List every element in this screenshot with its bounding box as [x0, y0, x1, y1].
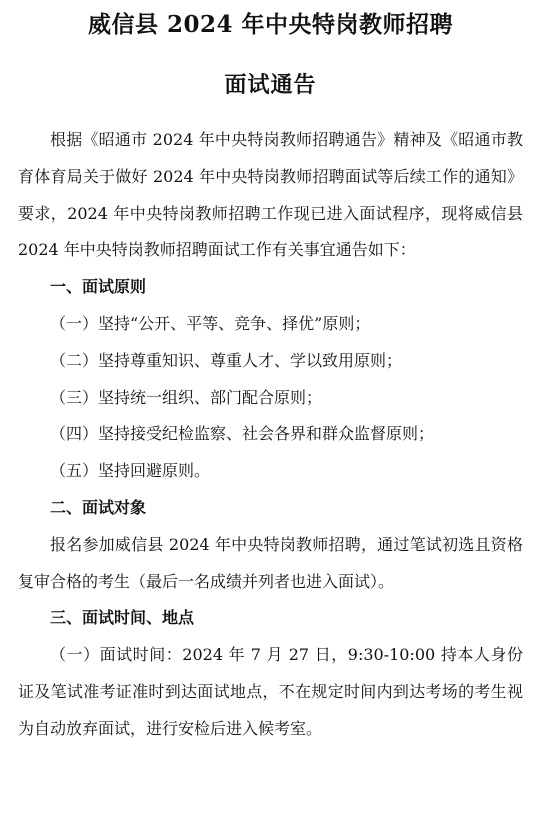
time-place-paragraph: （一）面试时间：2024 年 7 月 27 日，9:30-10:00 持本人身份证及笔试准考证准时到达面试地点，不在规定时间内到达考场的考生视为自动放弃面试，进行安检后进入候考室。: [18, 645, 523, 738]
candidates-paragraph: 报名参加威信县 2024 年中央特岗教师招聘，通过笔试初选且资格复审合格的考生（最后一名成绩并列者也进入面试）。: [18, 534, 523, 591]
section-heading-candidates: 二、面试对象: [50, 497, 147, 517]
principle-item: （五）坚持回避原则。: [50, 461, 211, 481]
principle-item: （二）坚持尊重知识、尊重人才、学以致用原则；: [50, 350, 403, 370]
principle-item: （三）坚持统一组织、部门配合原则；: [50, 387, 323, 407]
intro-paragraph: 根据《昭通市 2024 年中央特岗教师招聘通告》精神及《昭通市教育体育局关于做好 2024 年中央特岗教师招聘面试等后续工作的通知》要求，2024 年中央特岗教师招聘工作现已进入面试程序，现将威信县 2024 年中央特岗教师招聘面试工作有关事宜通告如下：: [18, 130, 523, 260]
principle-item: （一）坚持“公开、平等、竞争、择优”原则；: [50, 313, 371, 333]
document-subtitle: 面试通告: [224, 72, 317, 98]
section-heading-time-place: 三、面试时间、地点: [50, 608, 195, 628]
section-heading-principles: 一、面试原则: [50, 277, 147, 297]
principle-item: （四）坚持接受纪检监察、社会各界和群众监督原则；: [50, 424, 435, 444]
document-title: 威信县 2024 年中央特岗教师招聘: [87, 11, 454, 38]
document-body: [18, 122, 523, 748]
